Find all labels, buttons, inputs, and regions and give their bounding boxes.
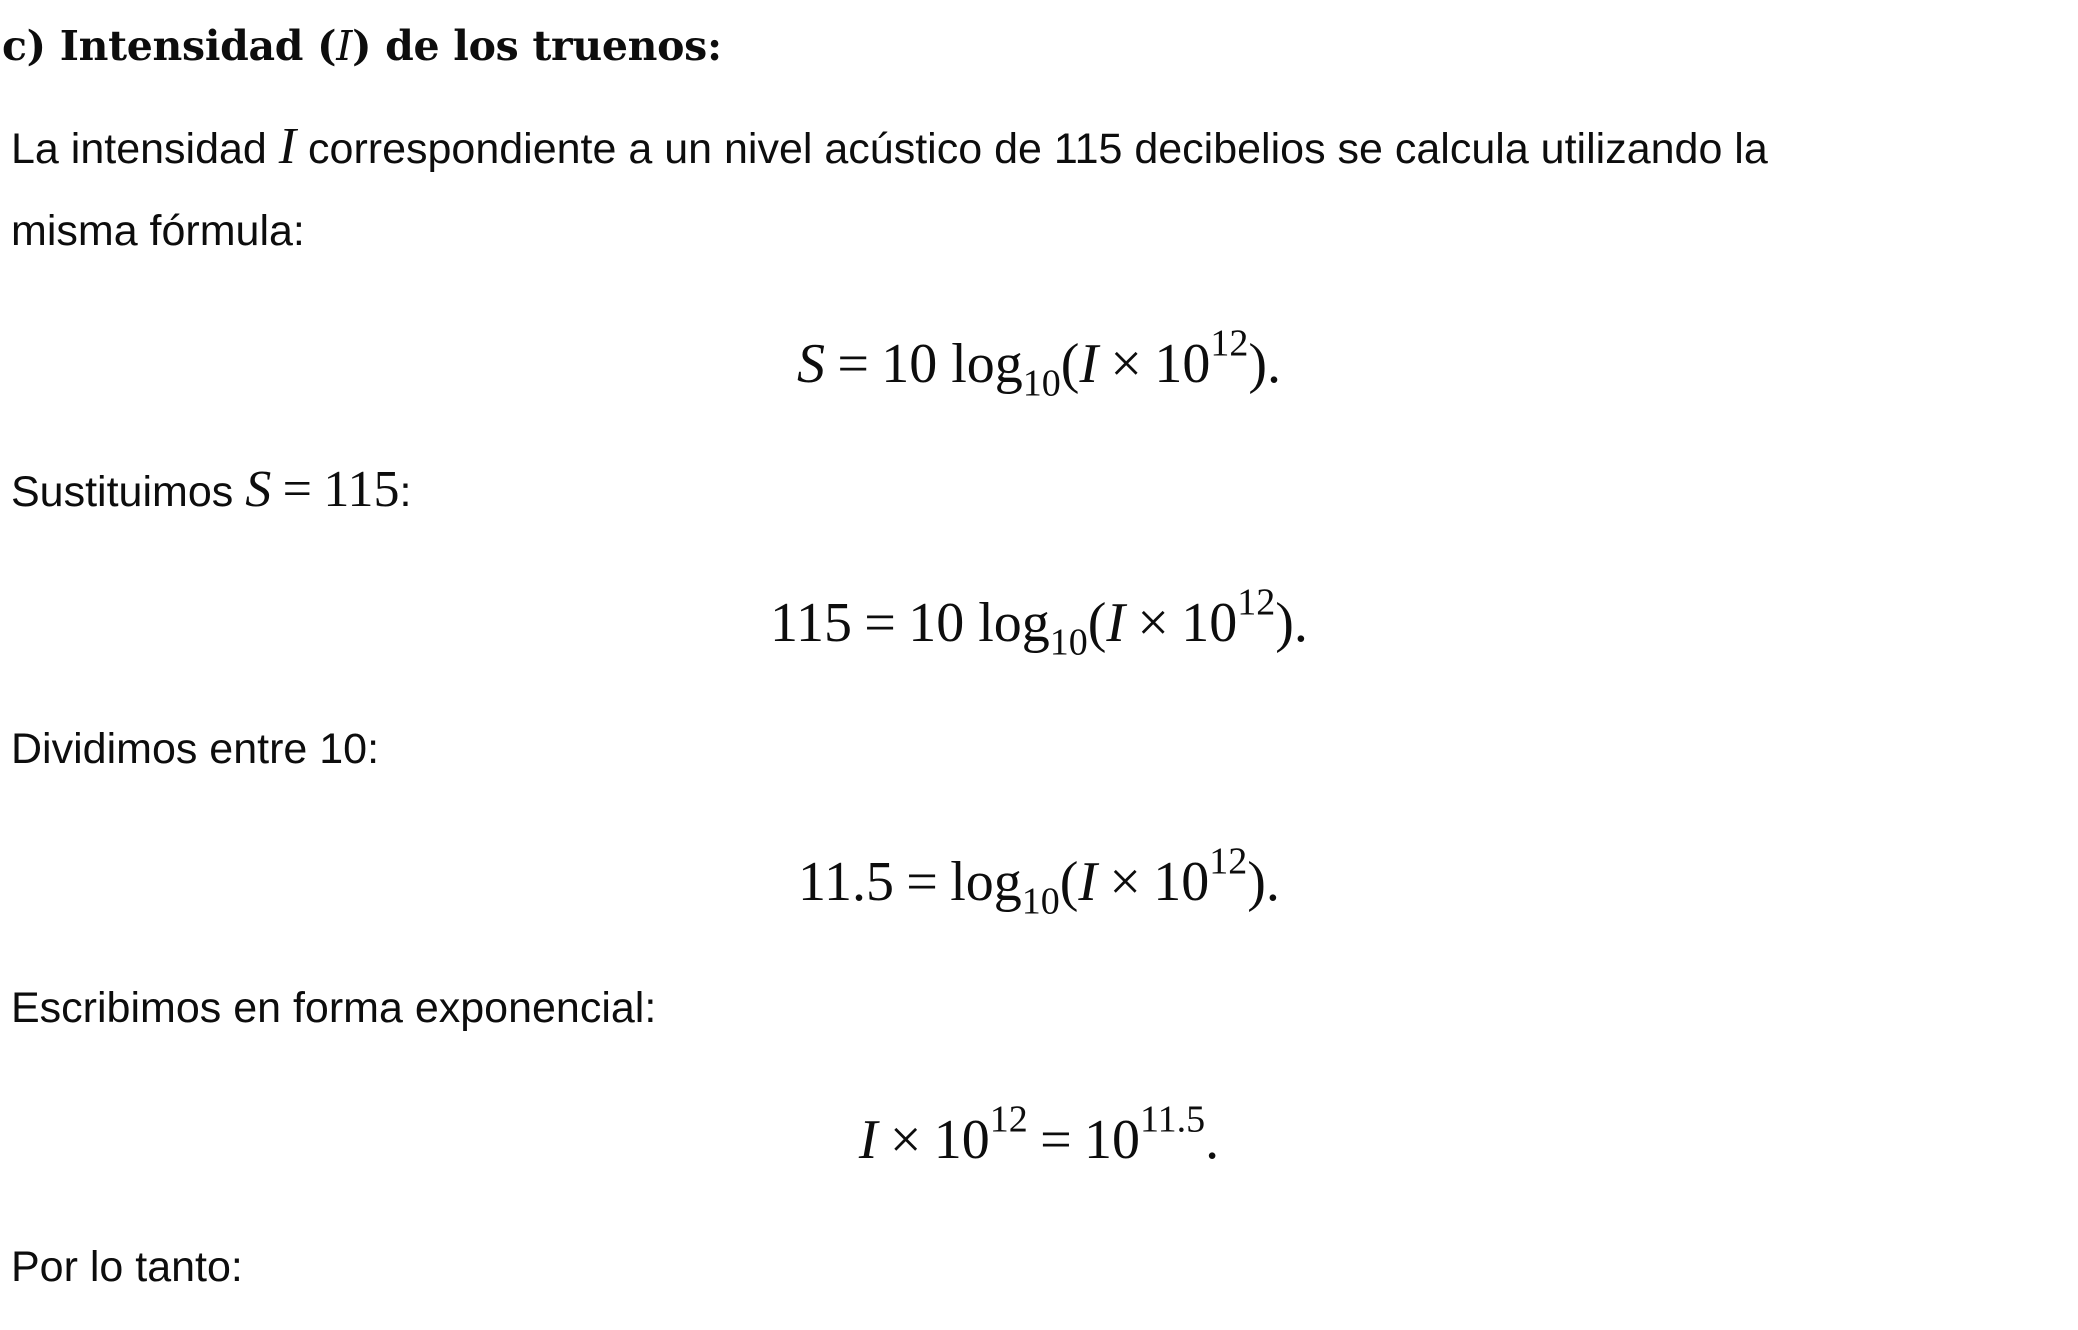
eq2-log-base: 10 <box>1049 621 1088 664</box>
eq4-rhs-base: 10 <box>1084 1109 1140 1171</box>
equation-3 <box>0 842 2078 922</box>
eq4-equals: = <box>1040 1109 1072 1171</box>
eq2-log: log <box>978 592 1050 654</box>
eq4-exponent: 12 <box>989 1098 1028 1141</box>
eq2-equals: = <box>864 592 896 654</box>
eq1-times: × <box>1110 333 1143 395</box>
division-step: Dividimos entre 10: <box>11 725 380 773</box>
eq4-power-base: 10 <box>933 1109 990 1171</box>
intro-variable: I <box>278 118 297 175</box>
eq4-variable: I <box>858 1109 878 1171</box>
eq3-open-paren: ( <box>1059 851 1079 913</box>
eq1-close-paren: ). <box>1248 333 1281 395</box>
eq2-exponent: 12 <box>1237 581 1276 624</box>
heading-prefix: c) Intensidad ( <box>2 22 337 70</box>
conclusion-text: Por lo tanto: <box>11 1243 243 1291</box>
substitution-variable: S <box>245 461 272 518</box>
substitution-step <box>11 447 411 535</box>
eq2-power-base: 10 <box>1181 592 1238 654</box>
eq3-log-base: 10 <box>1021 880 1060 923</box>
section-heading <box>2 18 722 74</box>
eq1-log: log <box>951 333 1023 395</box>
equation-2 <box>0 583 2078 663</box>
eq3-power-base: 10 <box>1153 851 1210 913</box>
eq1-equals: = <box>837 333 869 395</box>
heading-variable: I <box>336 22 353 70</box>
eq3-times: × <box>1109 851 1141 913</box>
equation-4 <box>0 1100 2078 1180</box>
eq2-open-paren: ( <box>1087 592 1107 654</box>
heading-suffix: ) de los truenos: <box>352 22 722 70</box>
substitution-colon: : <box>399 468 412 516</box>
substitution-value: 115 <box>323 461 400 518</box>
eq4-rhs-exponent: 11.5 <box>1140 1098 1206 1141</box>
eq1-open-paren: ( <box>1060 333 1080 395</box>
intro-text-before: La intensidad <box>11 125 279 173</box>
eq4-times: × <box>889 1109 922 1171</box>
intro-line-1 <box>11 104 1768 192</box>
eq2-close-paren: ). <box>1275 592 1308 654</box>
eq3-equals: = <box>906 851 938 913</box>
eq3-variable: I <box>1078 851 1098 913</box>
eq1-exponent: 12 <box>1210 322 1249 365</box>
eq1-variable: I <box>1079 333 1099 395</box>
exponential-step: Escribimos en forma exponencial: <box>11 984 657 1032</box>
eq1-lhs: S <box>797 333 826 395</box>
eq1-log-base: 10 <box>1022 362 1061 405</box>
eq3-close-paren: ). <box>1247 851 1280 913</box>
equation-1 <box>0 324 2078 404</box>
eq3-lhs: 11.5 <box>798 851 894 913</box>
eq2-coefficient: 10 <box>908 592 965 654</box>
substitution-equals: = <box>282 461 312 518</box>
eq1-power-base: 10 <box>1154 333 1211 395</box>
intro-text-after: correspondiente a un nivel acústico de 115 decibelios se calcula utilizando la <box>296 125 1768 173</box>
eq1-coefficient: 10 <box>881 333 938 395</box>
eq3-log: log <box>950 851 1022 913</box>
eq2-variable: I <box>1106 592 1126 654</box>
eq3-exponent: 12 <box>1209 840 1248 883</box>
intro-line-2: misma fórmula: <box>11 207 305 255</box>
eq2-times: × <box>1137 592 1169 654</box>
eq4-period: . <box>1205 1109 1220 1171</box>
eq2-lhs: 115 <box>770 592 852 654</box>
substitution-text: Sustituimos <box>11 468 246 516</box>
